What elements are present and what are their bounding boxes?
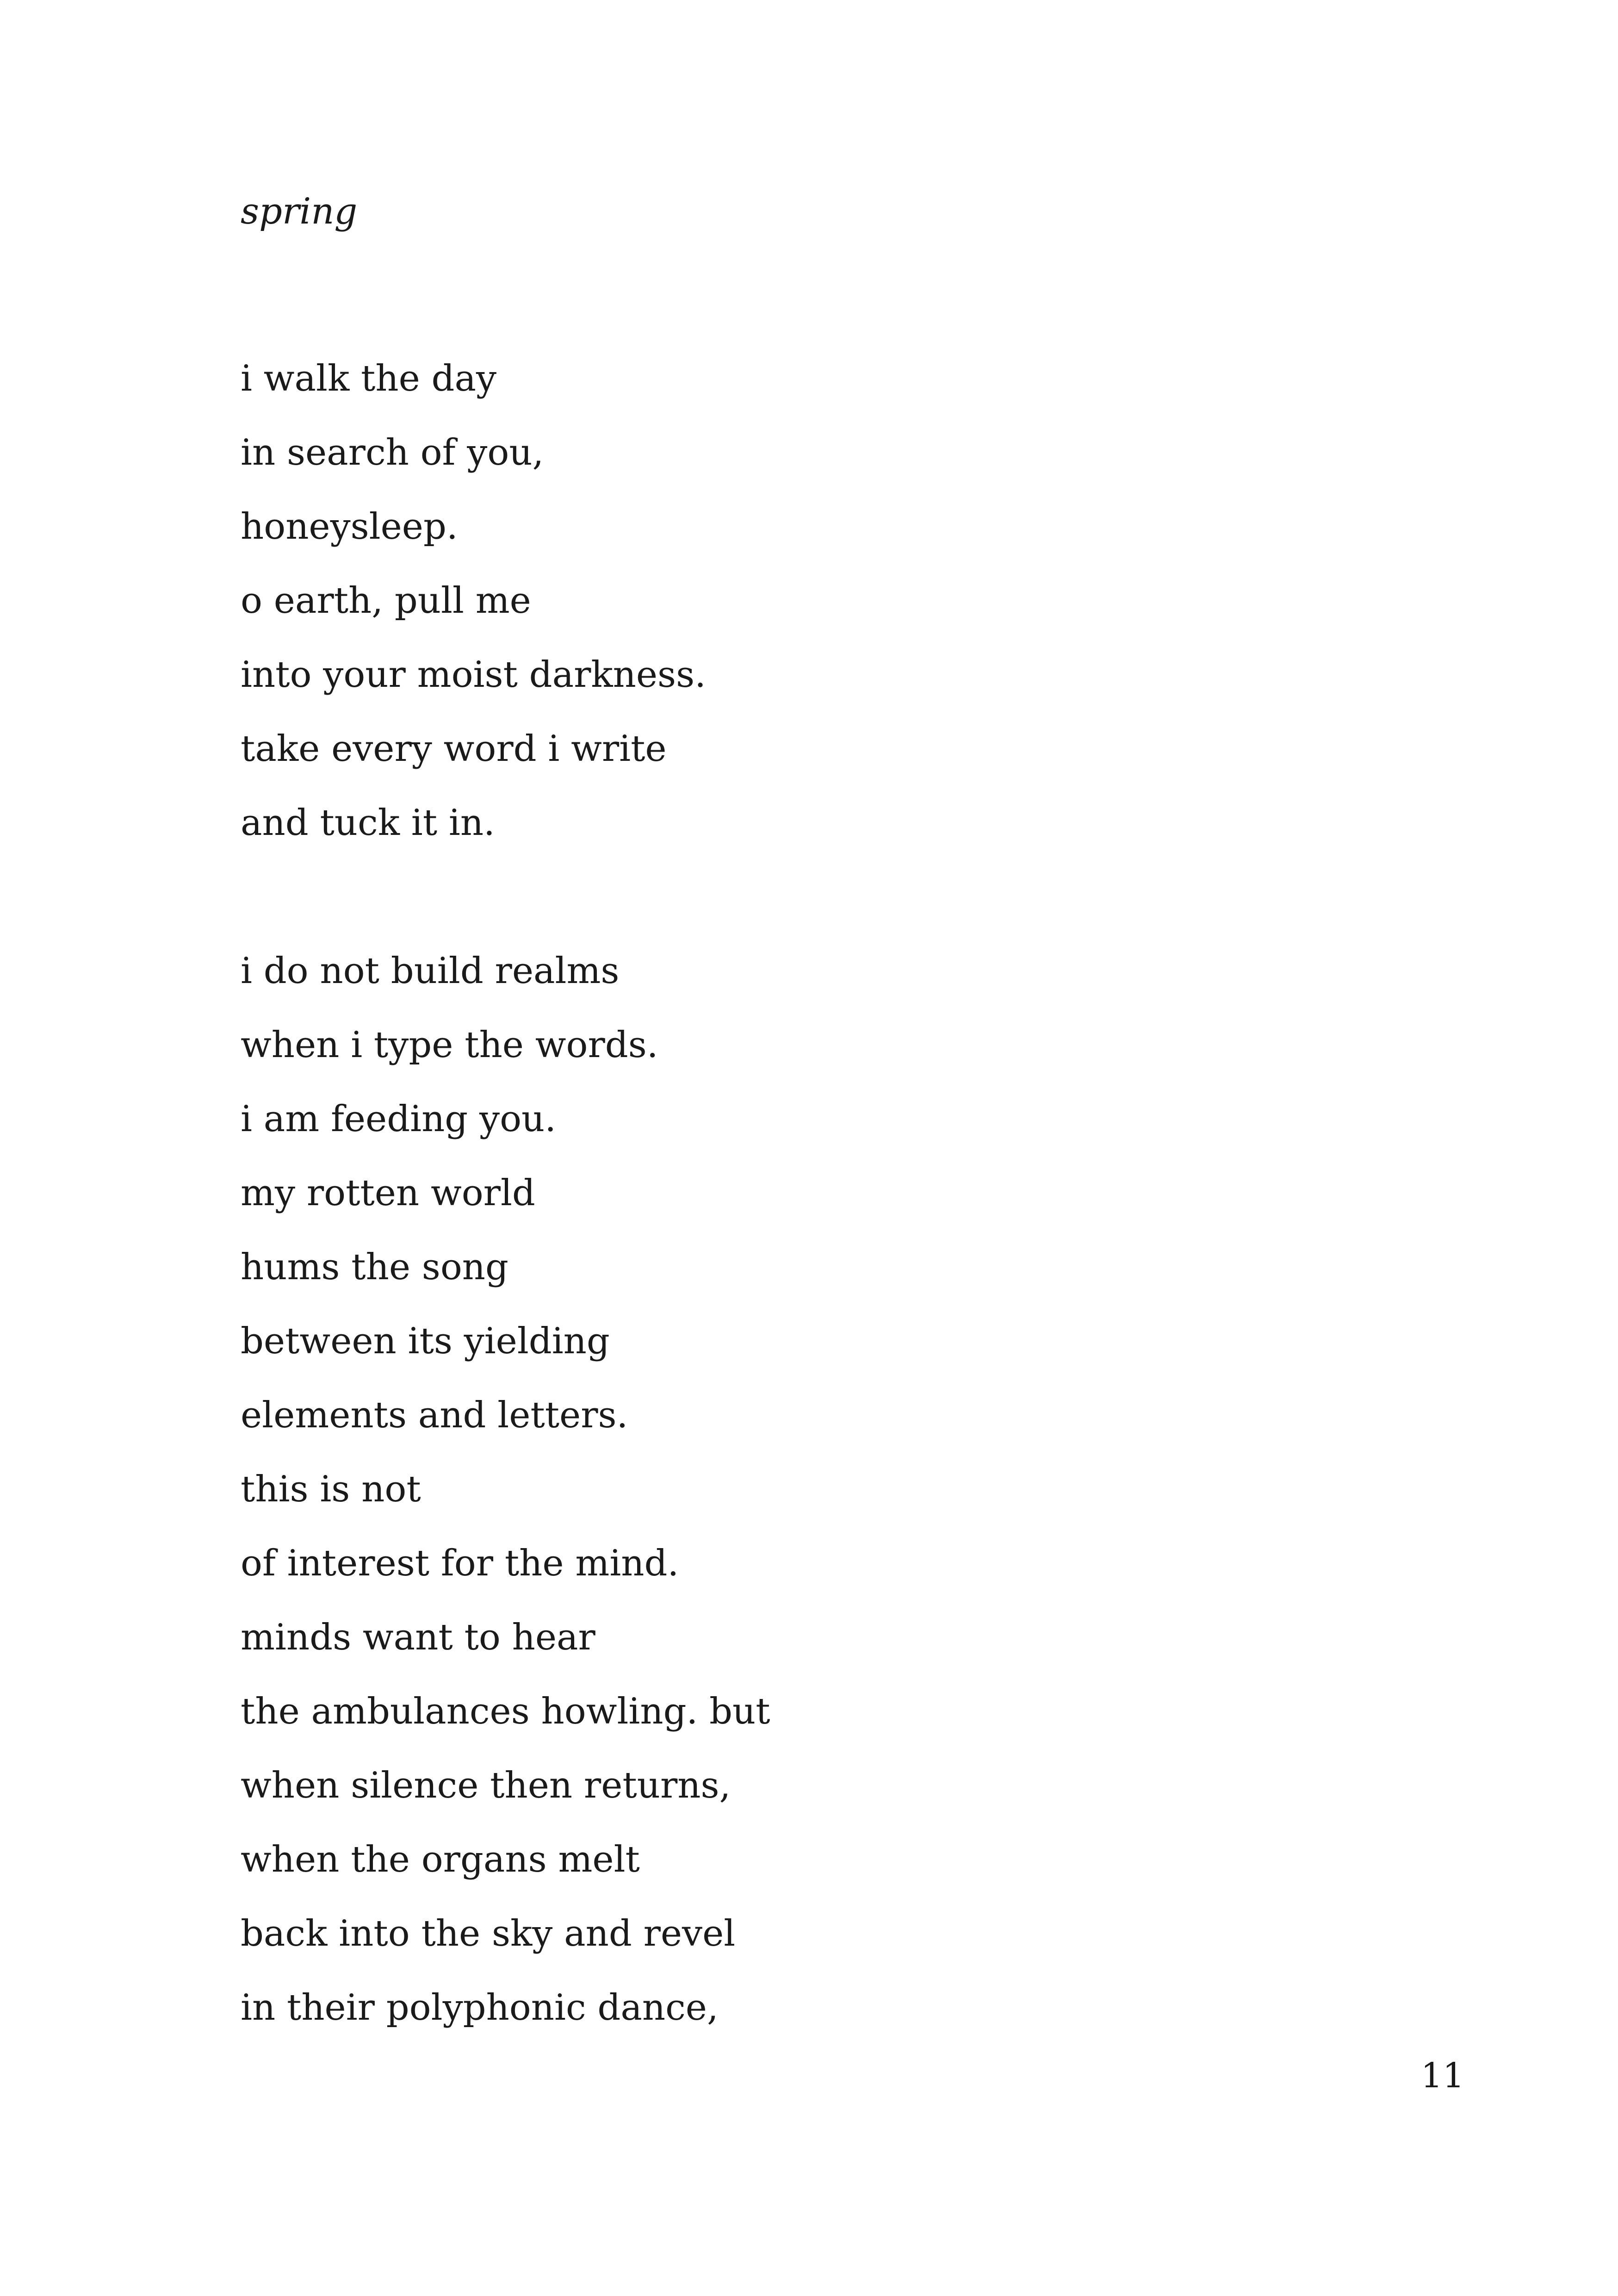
poem-line: of interest for the mind. bbox=[241, 1543, 679, 1584]
poem-line: and tuck it in. bbox=[241, 802, 495, 844]
stanza-1 bbox=[241, 342, 706, 860]
poem-line: when silence then returns, bbox=[241, 1765, 731, 1806]
poem-line: in search of you, bbox=[241, 432, 544, 473]
poem-line: minds want to hear bbox=[241, 1617, 595, 1658]
poem-line: i am feeding you. bbox=[241, 1098, 557, 1140]
poem-line: between its yielding bbox=[241, 1320, 610, 1362]
poem-line: back into the sky and revel bbox=[241, 1913, 736, 1954]
poem-line: when the organs melt bbox=[241, 1839, 640, 1880]
poem-line: hums the song bbox=[241, 1246, 508, 1288]
page-number: 11 bbox=[1420, 2056, 1464, 2096]
poem-line: in their polyphonic dance, bbox=[241, 1987, 719, 2028]
poem-line: into your moist darkness. bbox=[241, 654, 706, 696]
poem-line: when i type the words. bbox=[241, 1024, 658, 1066]
poem-line: honeysleep. bbox=[241, 506, 458, 548]
poem-line: elements and letters. bbox=[241, 1394, 628, 1436]
poem-line: this is not bbox=[241, 1468, 421, 1510]
poem-line: i do not build realms bbox=[241, 950, 620, 992]
poem-title: spring bbox=[241, 191, 358, 232]
stanza-2 bbox=[241, 934, 770, 2045]
poem-line: take every word i write bbox=[241, 728, 667, 770]
poem-line: the ambulances howling. but bbox=[241, 1691, 770, 1732]
poem-line: o earth, pull me bbox=[241, 580, 531, 622]
poem-line: i walk the day bbox=[241, 358, 497, 399]
poem-line: my rotten world bbox=[241, 1172, 535, 1214]
